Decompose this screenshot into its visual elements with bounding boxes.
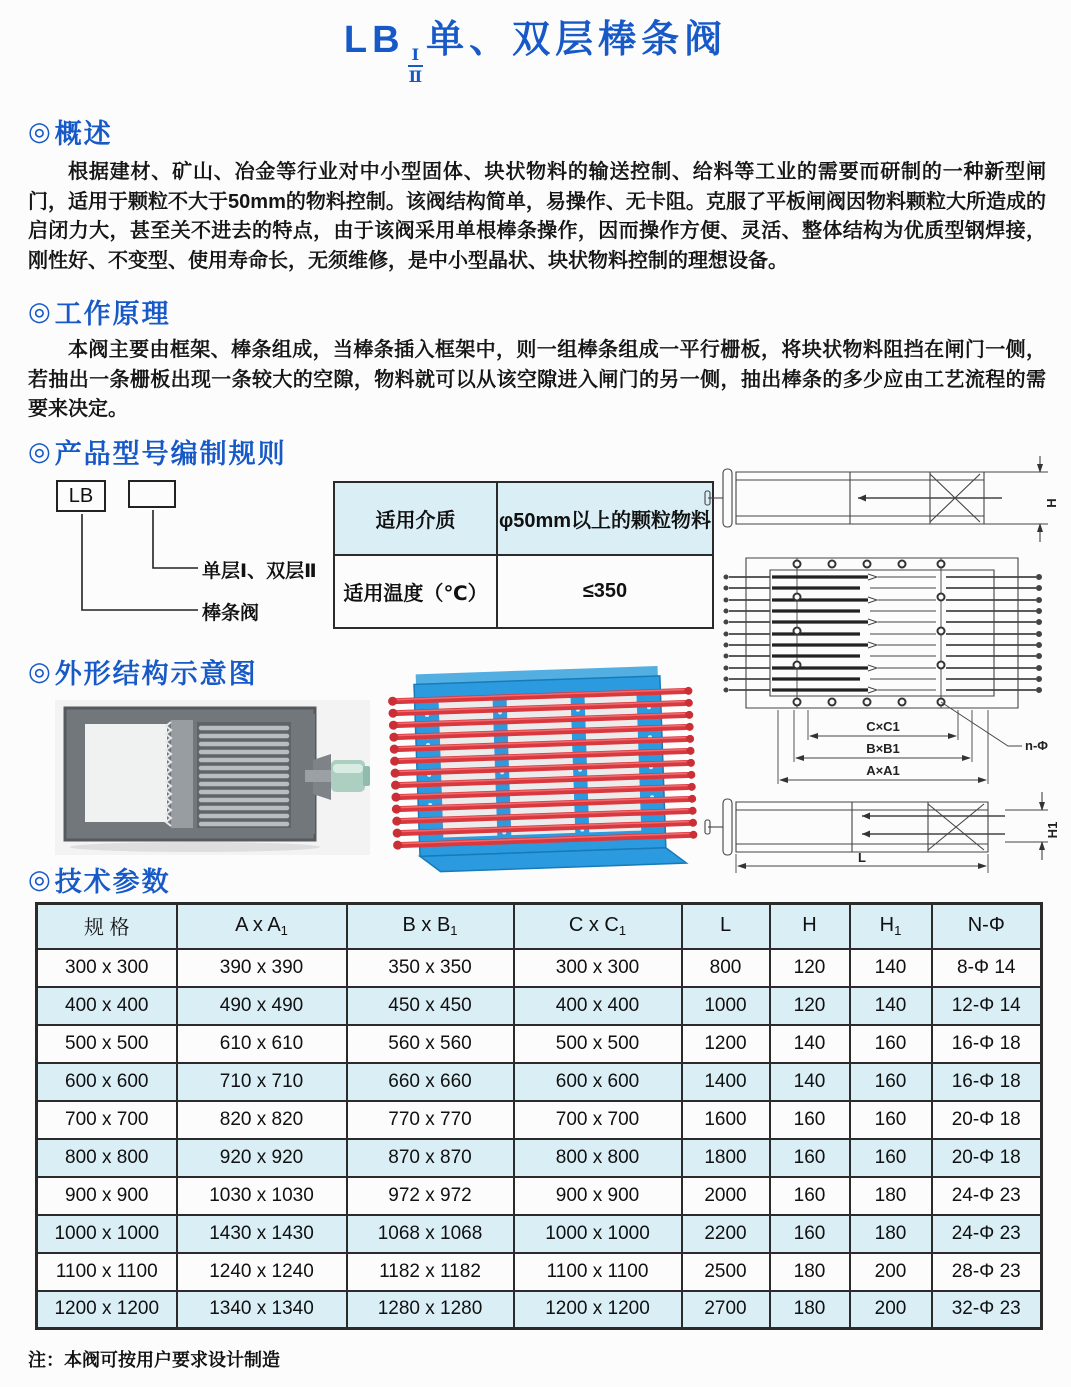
param-table-cell: 560 x 560 (347, 1025, 514, 1063)
param-table-cell: 180 (850, 1215, 932, 1253)
principle-paragraph: 本阀主要由框架、棒条组成，当棒条插入框架中，则一组棒条组成一平行栅板，将块状物料阻挡在闸门一侧，若抽出一条栅板出现一条较大的空隙，物料就可以从该空隙进入闸门的另一侧，抽出棒条的多少应由工艺流程的需要来决定。 (28, 339, 1046, 420)
param-table-cell: 1182 x 1182 (347, 1253, 514, 1291)
param-table-cell: 2000 (682, 1177, 770, 1215)
param-table-cell: 900 x 900 (37, 1177, 177, 1215)
section-bullet-icon: ◎ (28, 436, 53, 466)
param-table-cell: 160 (850, 1101, 932, 1139)
dim-label-h: H (1044, 498, 1059, 508)
param-table-cell: 140 (850, 987, 932, 1025)
param-table-cell: 920 x 920 (177, 1139, 347, 1177)
param-table-cell: 120 (770, 987, 850, 1025)
param-table-cell: 200 (850, 1253, 932, 1291)
param-table-cell: 1000 (682, 987, 770, 1025)
section-heading-principle (28, 292, 171, 331)
section-heading-label: 工作原理 (54, 299, 171, 329)
section-bullet-icon: ◎ (28, 116, 53, 146)
param-table-cell: 1430 x 1430 (177, 1215, 347, 1253)
param-table-cell: 16-Φ 18 (932, 1025, 1042, 1063)
col-header-n-phi: N-Φ (932, 904, 1042, 949)
param-table-cell: 1240 x 1240 (177, 1253, 347, 1291)
param-table-cell: 490 x 490 (177, 987, 347, 1025)
param-table-cell: 1280 x 1280 (347, 1291, 514, 1329)
param-table-cell: 12-Φ 14 (932, 987, 1042, 1025)
col-header-bxb1: B x $B_1$ (347, 904, 514, 949)
param-table-cell: 600 x 600 (514, 1063, 682, 1101)
param-table-cell: 1600 (682, 1101, 770, 1139)
param-table-body (37, 949, 1042, 1329)
param-table-cell: 800 (682, 949, 770, 987)
param-table-cell: 160 (770, 1215, 850, 1253)
param-table-cell: 2500 (682, 1253, 770, 1291)
param-table-cell: 160 (770, 1139, 850, 1177)
section-heading-model-rule (28, 432, 287, 471)
param-table-cell: 1340 x 1340 (177, 1291, 347, 1329)
param-table-cell: 900 x 900 (514, 1177, 682, 1215)
table-row (334, 555, 713, 628)
param-table-cell: 32-Φ 23 (932, 1291, 1042, 1329)
param-table-cell: 20-Φ 18 (932, 1101, 1042, 1139)
param-table-row (37, 1215, 1042, 1253)
param-table-cell: 28-Φ 23 (932, 1253, 1042, 1291)
param-table-cell: 1800 (682, 1139, 770, 1177)
col-header-l: L (682, 904, 770, 949)
param-table-cell: 1400 (682, 1063, 770, 1101)
param-table-cell: 140 (850, 949, 932, 987)
param-table-row (37, 1253, 1042, 1291)
dim-label-l: L (858, 850, 866, 865)
param-table-cell: 400 x 400 (514, 987, 682, 1025)
param-table-cell: 160 (850, 1025, 932, 1063)
section-heading-label: 产品型号编制规则 (54, 439, 287, 469)
param-table-row (37, 1025, 1042, 1063)
param-table-cell: 24-Φ 23 (932, 1177, 1042, 1215)
param-table-cell: 350 x 350 (347, 949, 514, 987)
param-table-cell: 390 x 390 (177, 949, 347, 987)
param-table-cell: 180 (850, 1177, 932, 1215)
section-heading-label: 外形结构示意图 (54, 659, 258, 689)
fraction-numeral-one: Ⅰ (408, 47, 423, 67)
dim-label-h1: H1 (1045, 821, 1060, 839)
param-table-cell: 600 x 600 (37, 1063, 177, 1101)
param-table-cell: 1200 (682, 1025, 770, 1063)
col-header-cxc1: C x $C_1$ (514, 904, 682, 949)
title-product-name: 单、双层棒条阀 (426, 19, 728, 61)
param-table-row (37, 1101, 1042, 1139)
param-table-cell: 180 (770, 1253, 850, 1291)
spec-value-cell: φ50mm以上的颗粒物料 (497, 482, 713, 555)
param-table-header-row (37, 904, 1042, 949)
param-table-cell: 700 x 700 (37, 1101, 177, 1139)
spec-value-cell: ≤350 (497, 555, 713, 628)
section-heading-label: 技术参数 (54, 867, 171, 897)
param-table-cell: 1068 x 1068 (347, 1215, 514, 1253)
param-table-row (37, 987, 1042, 1025)
title-model-code: LB (343, 19, 405, 61)
section-heading-parameters (28, 860, 171, 899)
param-table-cell: 160 (850, 1063, 932, 1101)
col-header-h1: $H_1$ (850, 904, 932, 949)
param-table-cell: 16-Φ 18 (932, 1063, 1042, 1101)
model-numbering-diagram (40, 476, 350, 641)
param-table-cell: 120 (770, 949, 850, 987)
dim-label-n-phi: n-Φ (1025, 738, 1048, 753)
dim-label-cxc1: C×C1 (866, 719, 900, 734)
dim-label-axa1: A×A1 (866, 763, 900, 778)
param-table-cell: 1200 x 1200 (514, 1291, 682, 1329)
fraction-numeral-two: Ⅱ (408, 67, 423, 86)
spec-label-cell: 适用温度（℃） (334, 555, 497, 628)
param-table-cell: 20-Φ 18 (932, 1139, 1042, 1177)
param-table-cell: 300 x 300 (37, 949, 177, 987)
param-table-cell: 160 (770, 1177, 850, 1215)
param-table-cell: 160 (770, 1101, 850, 1139)
title-layer-fraction (408, 47, 423, 85)
param-table-cell: 710 x 710 (177, 1063, 347, 1101)
section-heading-overview (28, 112, 113, 151)
param-table-cell: 8-Φ 14 (932, 949, 1042, 987)
param-table-cell: 180 (770, 1291, 850, 1329)
param-table-cell: 500 x 500 (514, 1025, 682, 1063)
spec-label-cell: 适用介质 (334, 482, 497, 555)
technical-parameters-table (35, 902, 1043, 1330)
layer-type-label: 单层Ⅰ、双层Ⅱ (202, 561, 317, 582)
param-table-row (37, 1177, 1042, 1215)
col-header-h: H (770, 904, 850, 949)
param-table-cell: 140 (770, 1025, 850, 1063)
photo-steel-valve (55, 700, 370, 855)
param-table-cell: 770 x 770 (347, 1101, 514, 1139)
param-table-cell: 140 (770, 1063, 850, 1101)
param-table-cell: 800 x 800 (514, 1139, 682, 1177)
dim-label-bxb1: B×B1 (866, 741, 900, 756)
param-table-cell: 200 (850, 1291, 932, 1329)
param-table-cell: 972 x 972 (347, 1177, 514, 1215)
model-layer-box (128, 480, 176, 508)
param-table-cell: 610 x 610 (177, 1025, 347, 1063)
table-row (334, 482, 713, 555)
param-table-cell: 660 x 660 (347, 1063, 514, 1101)
col-header-spec: 规 格 (37, 904, 177, 949)
param-table-cell: 2700 (682, 1291, 770, 1329)
param-table-cell: 400 x 400 (37, 987, 177, 1025)
dimension-drawings (700, 450, 1071, 875)
valve-name-label: 棒条阀 (202, 603, 260, 624)
param-table-cell: 700 x 700 (514, 1101, 682, 1139)
param-table-row (37, 1139, 1042, 1177)
section-bullet-icon: ◎ (28, 656, 53, 686)
application-spec-table (333, 481, 714, 629)
param-table-cell: 160 (850, 1139, 932, 1177)
param-table-cell: 800 x 800 (37, 1139, 177, 1177)
param-table-cell: 450 x 450 (347, 987, 514, 1025)
param-table-cell: 2200 (682, 1215, 770, 1253)
model-code-box: LB (56, 480, 106, 512)
footnote: 注：本阀可按用户要求设计制造 (28, 1350, 280, 1370)
section-heading-label: 概述 (54, 119, 113, 149)
param-table-cell: 24-Φ 23 (932, 1215, 1042, 1253)
page-title (0, 8, 1071, 85)
param-table-cell: 1000 x 1000 (37, 1215, 177, 1253)
param-table-cell: 1100 x 1100 (514, 1253, 682, 1291)
section-bullet-icon: ◎ (28, 296, 53, 326)
param-table-cell: 820 x 820 (177, 1101, 347, 1139)
overview-paragraph: 根据建材、矿山、冶金等行业对中小型固体、块状物料的输送控制、给料等工业的需要而研制的一种新型闸门，适用于颗粒不大于50mm的物料控制。该阀结构简单，易操作、无卡阻。克服了平板闸阀因物料颗粒大所造成的启闭力大，甚至关不进去的特点，由于该阀采用单根棒条操作，因而操作方便、灵活、整体结构为优质型钢焊接，刚性好、不变型、使用寿命长，无须维修，是中小型晶状、块状物料控制的理想设备。 (28, 161, 1046, 272)
section-heading-structure (28, 652, 258, 691)
param-table-cell: 1000 x 1000 (514, 1215, 682, 1253)
col-header-axa1: A x $A_1$ (177, 904, 347, 949)
param-table-cell: 1030 x 1030 (177, 1177, 347, 1215)
section-bullet-icon: ◎ (28, 864, 53, 894)
photo-bar-valve-render (383, 656, 703, 883)
param-table-row (37, 1291, 1042, 1329)
param-table-row (37, 949, 1042, 987)
param-table-cell: 1200 x 1200 (37, 1291, 177, 1329)
param-table-row (37, 1063, 1042, 1101)
param-table-cell: 1100 x 1100 (37, 1253, 177, 1291)
param-table-cell: 300 x 300 (514, 949, 682, 987)
param-table-cell: 870 x 870 (347, 1139, 514, 1177)
param-table-cell: 500 x 500 (37, 1025, 177, 1063)
